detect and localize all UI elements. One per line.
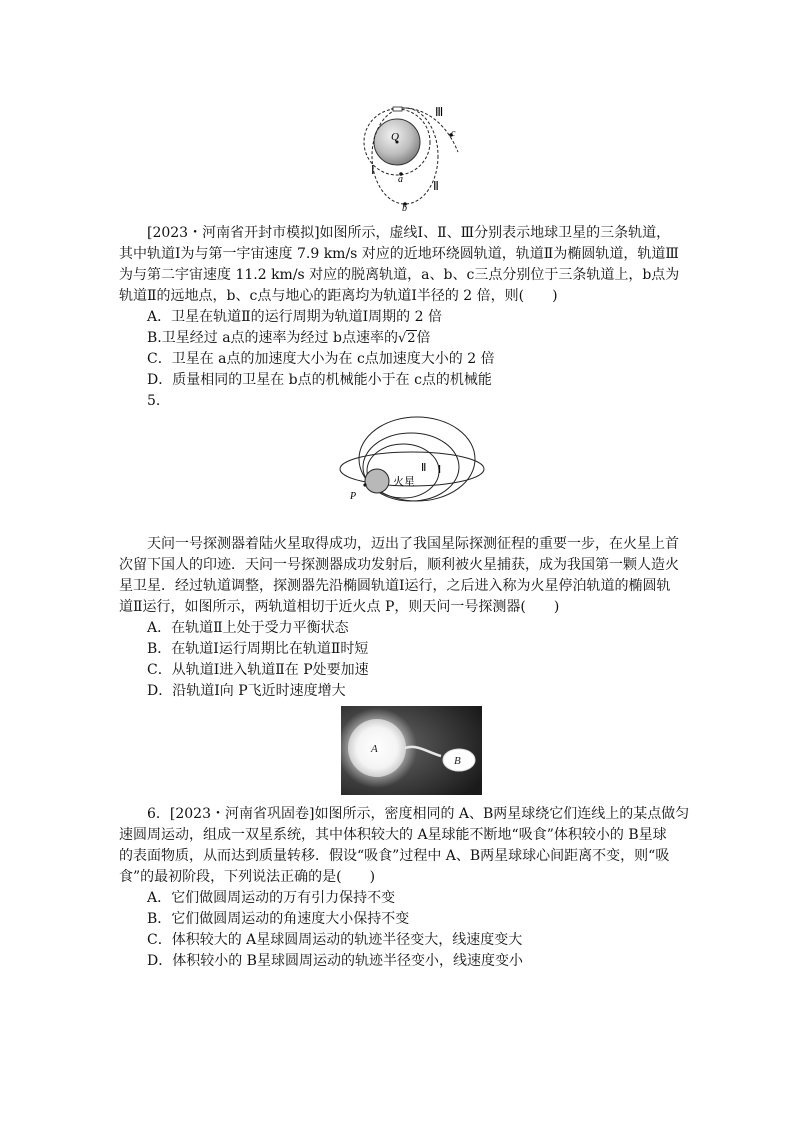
label-II-mars: Ⅱ xyxy=(421,462,427,474)
q5-stem-line-4: 道Ⅱ运行，如图所示，两轨道相切于近火点 P，则天问一号探测器( ) xyxy=(119,599,560,615)
label-b: b xyxy=(402,203,407,212)
label-III: Ⅲ xyxy=(435,105,444,119)
q6-stem-line-4: 食”的最初阶段，下列说法正确的是( ) xyxy=(119,869,376,885)
label-star-A: A xyxy=(371,743,378,755)
q6-stem-line-1: 6．[2023・河南省巩固卷]如图所示，密度相同的 A、B两星球绕它们连线上的某点做匀 xyxy=(147,806,690,822)
q5-option-d: D．沿轨道Ⅰ向 P飞近时速度增大 xyxy=(147,683,346,699)
q4-option-b xyxy=(147,328,431,349)
mars-orbit-figure xyxy=(339,413,485,509)
label-mars: 火星 xyxy=(393,475,415,488)
q4-stem-line-4: 轨道Ⅱ的远地点，b、c点与地心的距离均为轨道Ⅰ半径的 2 倍，则( ) xyxy=(119,288,558,304)
q4-stem-line-2: 其中轨道Ⅰ为与第一宇宙速度 7.9 km/s 对应的近地环绕圆轨道，轨道Ⅱ为椭圆轨道，轨道Ⅲ xyxy=(119,246,679,262)
q6-option-a: A．它们做圆周运动的万有引力保持不变 xyxy=(147,890,396,906)
q6-stem-line-2: 速圆周运动，组成一双星系统，其中体积较大的 A星球能不断地“吸食”体积较小的 B星球 xyxy=(119,827,667,843)
point-P xyxy=(363,483,366,486)
q6-stem-line-3: 的表面物质，从而达到质量转移．假设“吸食”过程中 A、B两星球球心间距离不变，则“吸 xyxy=(119,848,670,864)
label-star-B: B xyxy=(454,755,461,767)
q4-option-d: D．质量相同的卫星在 b点的机械能小于在 c点的机械能 xyxy=(147,372,492,388)
orbit-figure xyxy=(355,100,470,212)
q5-option-b: B．在轨道Ⅰ运行周期比在轨道Ⅱ时短 xyxy=(147,641,369,657)
label-I-mars: Ⅰ xyxy=(438,464,442,476)
q4-stem-line-3: 为与第二宇宙速度 11.2 km/s 对应的脱离轨道，a、b、c三点分别位于三条轨道上，b点为 xyxy=(119,267,680,283)
sqrt-radicand: 2 xyxy=(407,331,416,346)
mars-planet xyxy=(365,469,389,493)
q6-option-b: B．它们做圆周运动的角速度大小保持不变 xyxy=(147,911,410,927)
label-I: Ⅰ xyxy=(371,163,375,177)
label-P: P xyxy=(350,491,357,502)
sqrt-symbol: √2 xyxy=(397,331,416,346)
label-c: c xyxy=(451,128,456,139)
binary-star-image xyxy=(341,706,482,795)
q5-stem-line-3: 星卫星．经过轨道调整，探测器先沿椭圆轨道Ⅰ运行，之后进入称为火星停泊轨道的椭圆轨 xyxy=(119,578,671,594)
q4-option-a: A．卫星在轨道Ⅱ的运行周期为轨道Ⅰ周期的 2 倍 xyxy=(147,309,442,325)
q5-option-c: C．从轨道Ⅰ进入轨道Ⅱ在 P处要加速 xyxy=(147,662,369,678)
satellite-marker xyxy=(393,107,402,111)
q5-number: 5. xyxy=(147,393,161,409)
q5-stem-line-1: 天问一号探测器着陆火星取得成功，迈出了我国星际探测征程的重要一步，在火星上首 xyxy=(147,536,679,552)
q4-option-b-text: B.卫星经过 a点的速率为经过 b点速率的 xyxy=(147,330,398,346)
label-a: a xyxy=(398,174,403,185)
q4-stem-line-1: [2023・河南省开封市模拟]如图所示，虚线Ⅰ、Ⅱ、Ⅲ分别表示地球卫星的三条轨道， xyxy=(147,225,671,241)
q6-option-c: C．体积较大的 A星球圆周运动的轨迹半径变大，线速度变大 xyxy=(147,932,523,948)
q5-stem-line-2: 次留下国人的印迹．天问一号探测器成功发射后，顺利被火星捕获，成为我国第一颗人造火 xyxy=(119,557,679,573)
q6-option-d: D．体积较小的 B星球圆周运动的轨迹半径变小，线速度变小 xyxy=(147,953,523,969)
q4-option-c: C．卫星在 a点的加速度大小为在 c点加速度大小的 2 倍 xyxy=(147,351,495,367)
label-Q: Q xyxy=(391,131,399,143)
q5-option-a: A．在轨道Ⅱ上处于受力平衡状态 xyxy=(147,620,349,636)
label-II: Ⅱ xyxy=(433,179,439,193)
q4-option-b-tail: 倍 xyxy=(416,330,431,346)
